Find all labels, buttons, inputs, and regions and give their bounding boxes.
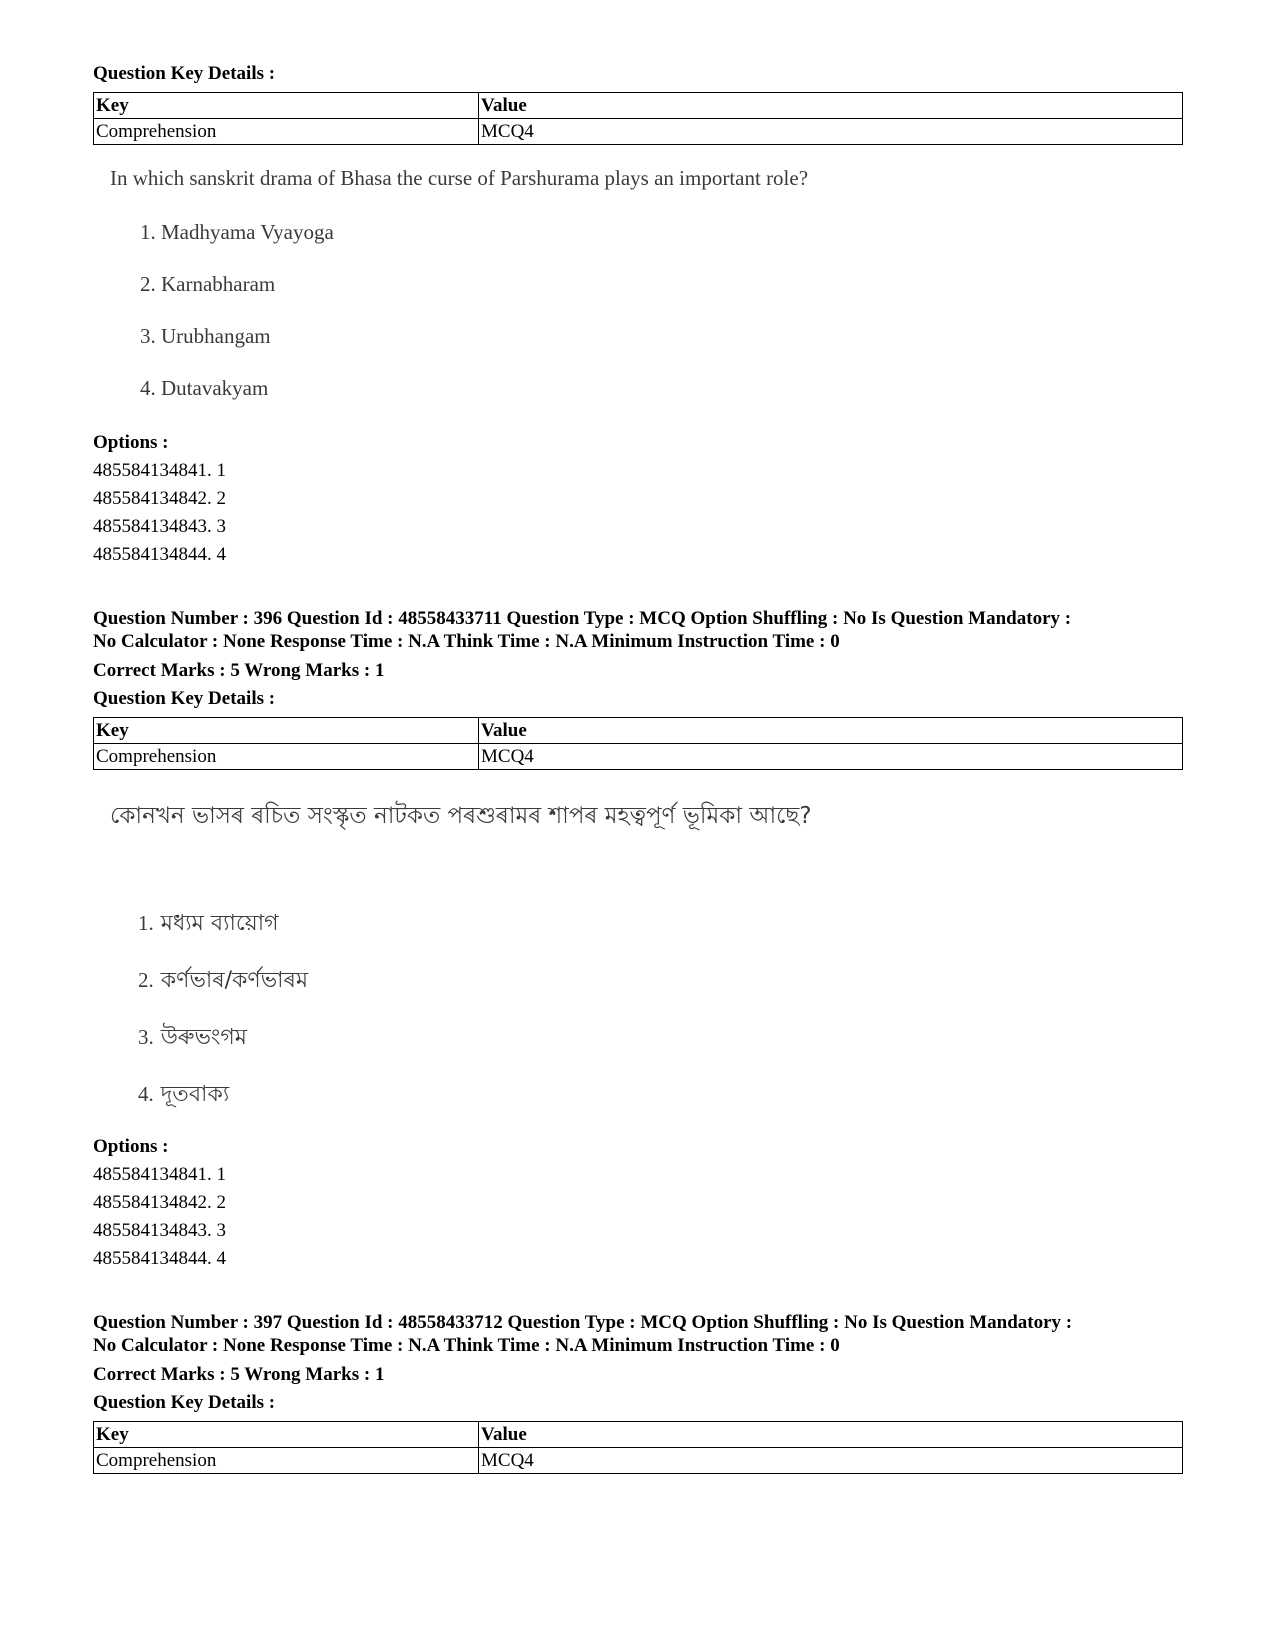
key-cell: Comprehension xyxy=(94,1448,479,1474)
question-key-details-heading: Question Key Details : xyxy=(93,1392,276,1413)
option-id: 485584134844. 4 xyxy=(93,544,226,565)
choice-number: 1. xyxy=(140,220,156,244)
key-header: Key xyxy=(94,718,479,744)
choice-item xyxy=(140,376,268,401)
question-key-table xyxy=(93,92,1183,145)
choice-item xyxy=(140,324,271,349)
option-id: 485584134842. 2 xyxy=(93,488,226,509)
table-row xyxy=(94,744,1183,770)
marks-line: Correct Marks : 5 Wrong Marks : 1 xyxy=(93,660,385,681)
value-cell: MCQ4 xyxy=(479,119,1183,145)
option-id: 485584134843. 3 xyxy=(93,516,226,537)
question-text: কোনখন ভাসৰ ৰচিত সংস্কৃত নাটকত পৰশুৰামৰ শাপৰ মহত্বপূৰ্ণ ভূমিকা আছে? xyxy=(110,803,812,829)
choice-item xyxy=(138,1077,229,1114)
table-row xyxy=(94,119,1183,145)
choice-number: 3. xyxy=(138,1025,154,1049)
choice-text: Madhyama Vyayoga xyxy=(161,220,334,244)
question-meta-line2: No Calculator : None Response Time : N.A Think Time : N.A Minimum Instruction Time : 0 xyxy=(93,1335,840,1356)
choice-item xyxy=(138,963,308,1000)
option-id: 485584134844. 4 xyxy=(93,1248,226,1269)
choice-number: 1. xyxy=(138,911,154,935)
option-id: 485584134841. 1 xyxy=(93,460,226,481)
choice-number: 2. xyxy=(140,272,156,296)
choice-item xyxy=(140,220,334,245)
choice-text: Urubhangam xyxy=(161,324,271,348)
choice-item xyxy=(138,1020,247,1057)
value-header: Value xyxy=(479,93,1183,119)
options-heading: Options : xyxy=(93,432,169,453)
table-header-row xyxy=(94,93,1183,119)
option-id: 485584134842. 2 xyxy=(93,1192,226,1213)
option-id: 485584134843. 3 xyxy=(93,1220,226,1241)
value-cell: MCQ4 xyxy=(479,744,1183,770)
choice-number: 4. xyxy=(140,376,156,400)
options-heading: Options : xyxy=(93,1136,169,1157)
marks-line: Correct Marks : 5 Wrong Marks : 1 xyxy=(93,1364,385,1385)
choice-text: উৰুভংগম xyxy=(160,1025,247,1050)
choice-number: 2. xyxy=(138,968,154,992)
key-header: Key xyxy=(94,1422,479,1448)
question-key-details-heading: Question Key Details : xyxy=(93,63,276,84)
key-header: Key xyxy=(94,93,479,119)
question-key-table xyxy=(93,717,1183,770)
choice-number: 3. xyxy=(140,324,156,348)
value-header: Value xyxy=(479,1422,1183,1448)
key-cell: Comprehension xyxy=(94,744,479,770)
question-key-details-heading: Question Key Details : xyxy=(93,688,276,709)
question-key-table xyxy=(93,1421,1183,1474)
choice-text: Dutavakyam xyxy=(161,376,269,400)
key-cell: Comprehension xyxy=(94,119,479,145)
value-cell: MCQ4 xyxy=(479,1448,1183,1474)
choice-text: কৰ্ণভাৰ/কৰ্ণভাৰম xyxy=(160,968,309,993)
choice-text: Karnabharam xyxy=(161,272,276,296)
question-meta-line1: Question Number : 397 Question Id : 48558433712 Question Type : MCQ Option Shuffling : No Is Question Mandatory : xyxy=(93,1312,1073,1333)
choice-text: মধ্যম ব্যায়োগ xyxy=(160,911,279,936)
value-header: Value xyxy=(479,718,1183,744)
question-meta-line1: Question Number : 396 Question Id : 48558433711 Question Type : MCQ Option Shuffling : No Is Question Mandatory : xyxy=(93,608,1072,629)
choice-item xyxy=(140,272,275,297)
table-row xyxy=(94,1448,1183,1474)
option-id: 485584134841. 1 xyxy=(93,1164,226,1185)
choice-number: 4. xyxy=(138,1082,154,1106)
question-text: In which sanskrit drama of Bhasa the curse of Parshurama plays an important role? xyxy=(110,166,809,190)
choice-text: দূতবাক্য xyxy=(160,1082,230,1107)
table-header-row xyxy=(94,1422,1183,1448)
choice-item xyxy=(138,906,279,943)
question-meta-line2: No Calculator : None Response Time : N.A Think Time : N.A Minimum Instruction Time : 0 xyxy=(93,631,840,652)
table-header-row xyxy=(94,718,1183,744)
